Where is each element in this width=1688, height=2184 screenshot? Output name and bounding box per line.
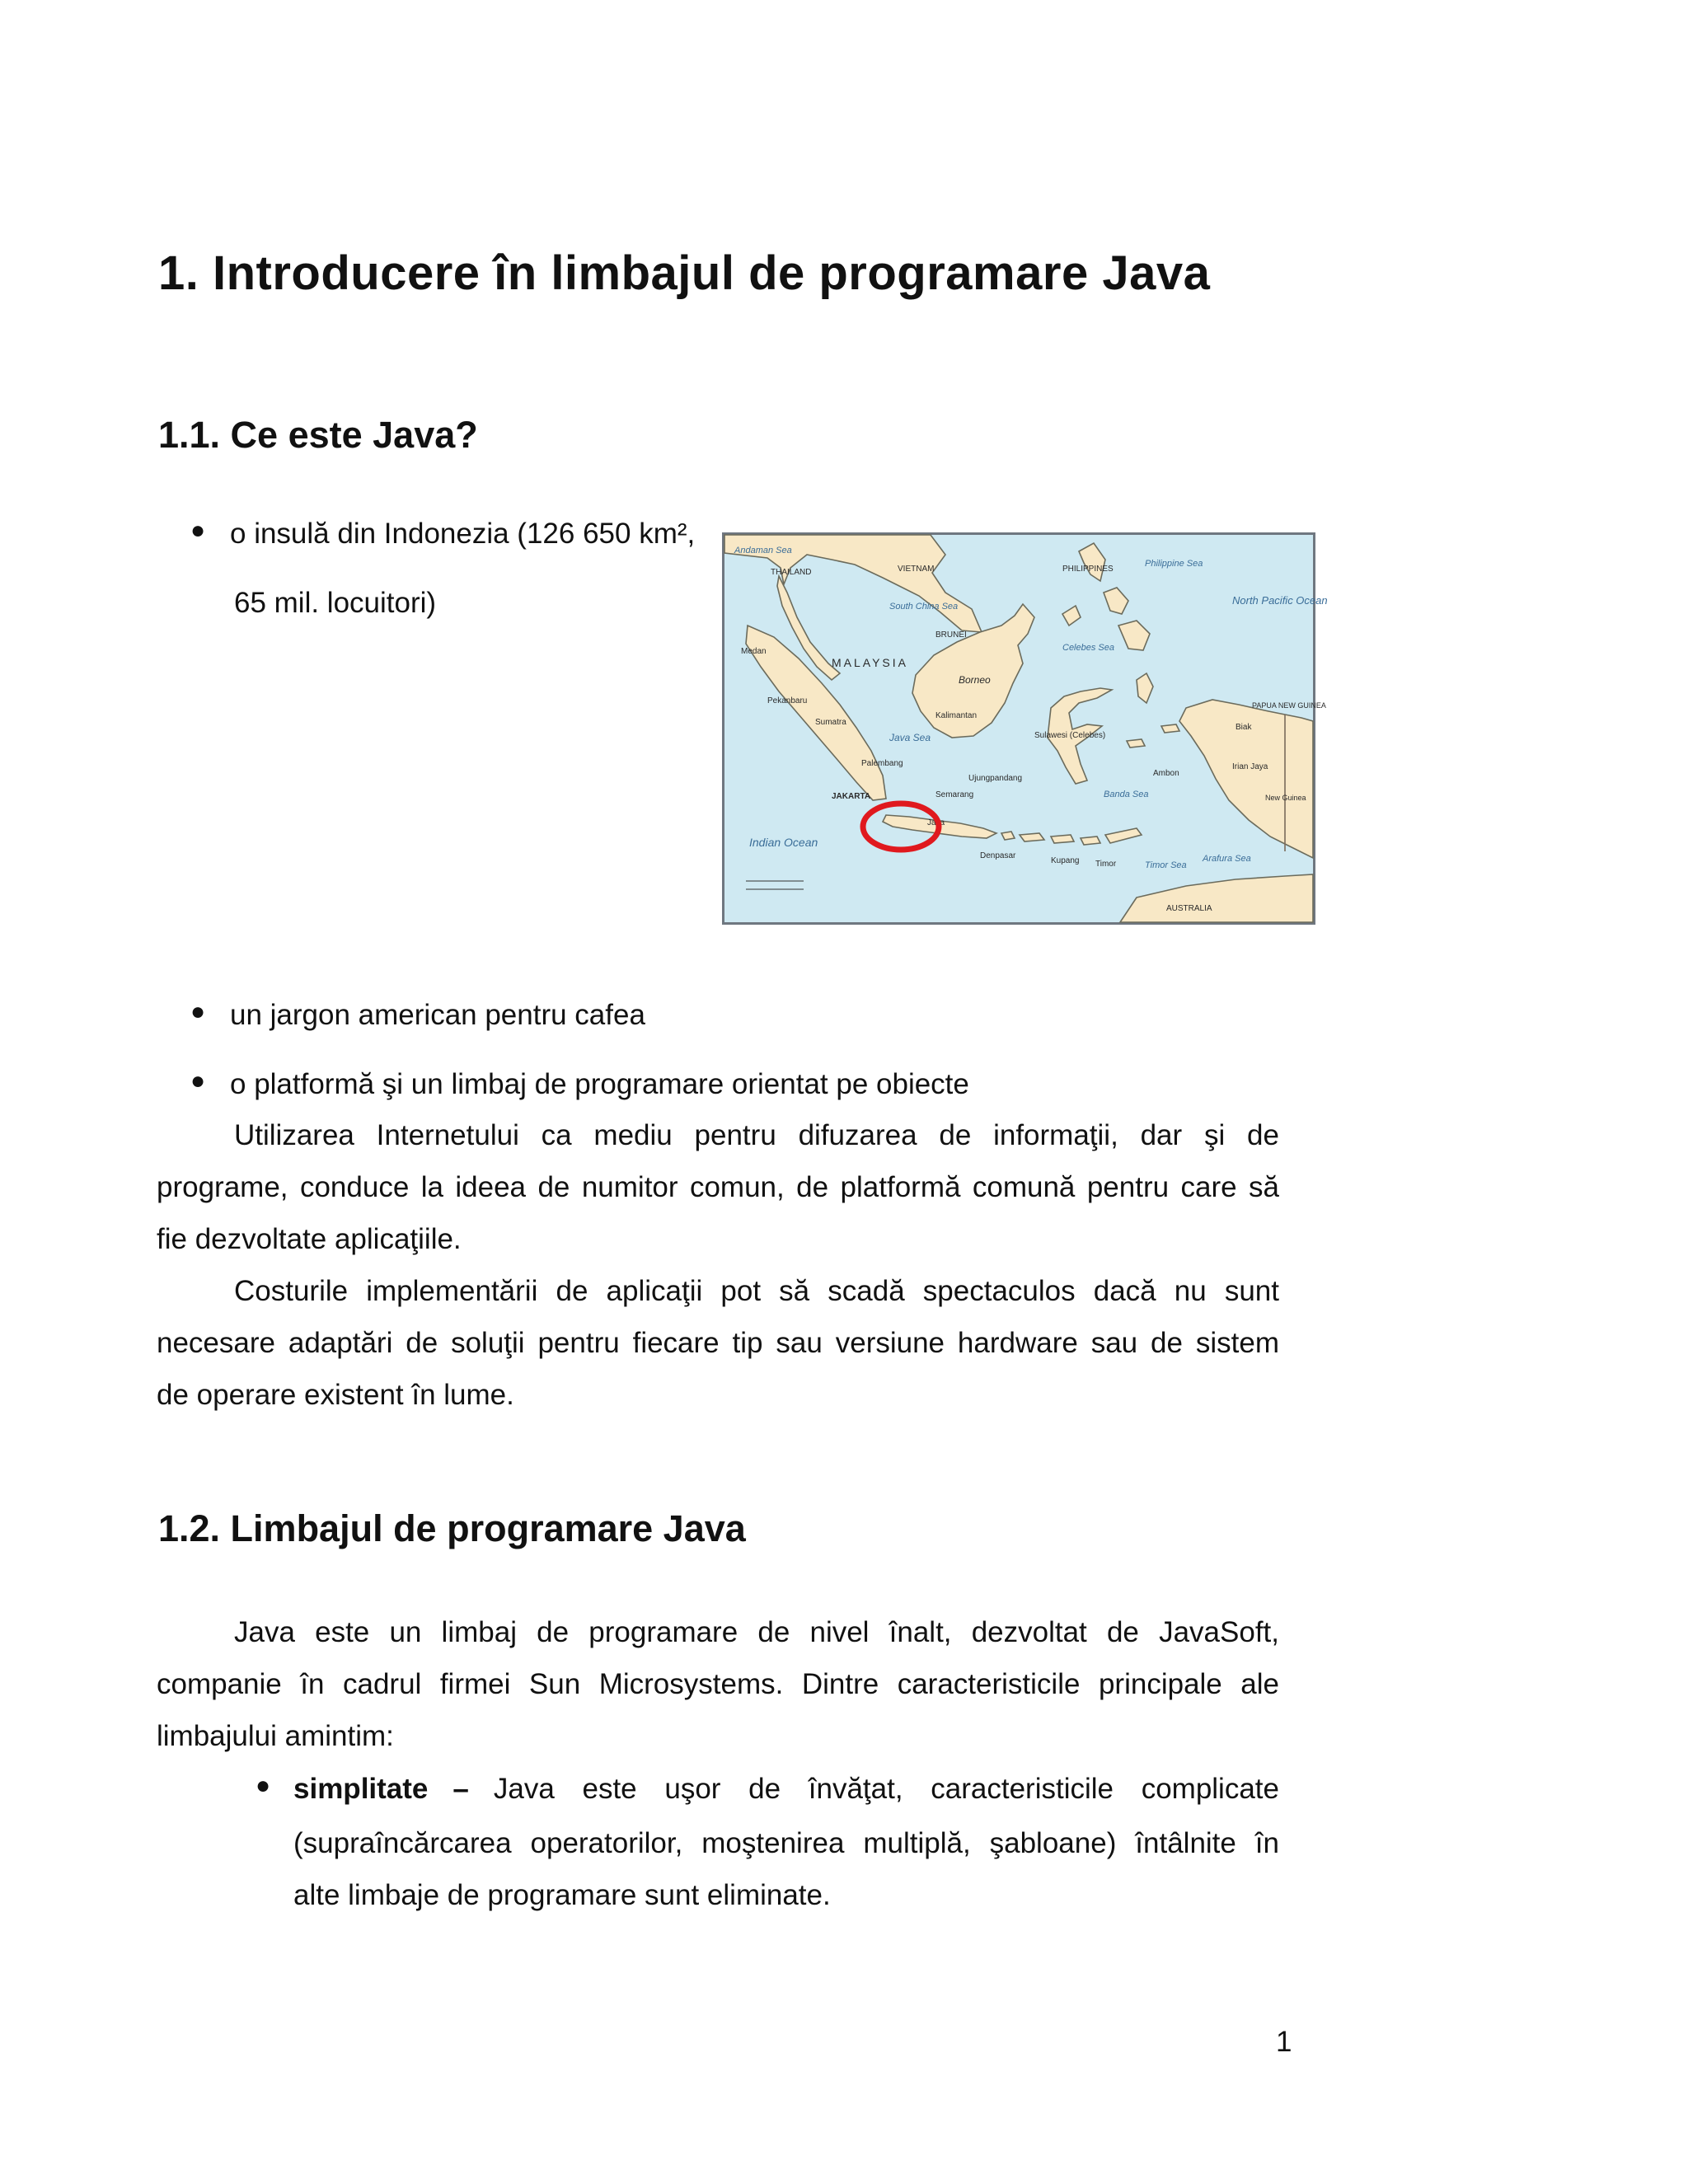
- map-label: Indian Ocean: [749, 836, 818, 849]
- paragraph-line: Costurile implementării de aplicaţii pot să scadă spectaculos dacă nu sunt: [234, 1275, 1279, 1307]
- map-label: Java Sea: [889, 732, 931, 743]
- paragraph-line: de operare existent în lume.: [157, 1379, 514, 1411]
- map-label: Irian Jaya: [1232, 762, 1268, 771]
- map-label: Biak: [1236, 723, 1252, 732]
- simplitate-dash: –: [452, 1773, 469, 1805]
- map-label: PAPUA NEW GUINEA: [1252, 701, 1326, 710]
- map-label: South China Sea: [889, 602, 959, 612]
- paragraph-line: necesare adaptări de soluţii pentru fiecare tip sau versiune hardware sau de sistem: [157, 1327, 1279, 1359]
- map-label: Palembang: [861, 759, 903, 768]
- map-label: JAKARTA: [832, 792, 871, 801]
- simplitate-first-line: [293, 1763, 1279, 1815]
- indonesia-map: [722, 532, 1328, 925]
- paragraph-line: fie dezvoltate aplicaţiile.: [157, 1223, 462, 1255]
- map-label: North Pacific Ocean: [1232, 594, 1328, 607]
- map-label: Ambon: [1153, 769, 1179, 778]
- map-label: Philippine Sea: [1145, 559, 1203, 569]
- section-heading-1-2: 1.2. Limbajul de programare Java: [158, 1507, 746, 1549]
- paragraph-line: alte limbaje de programare sunt eliminate.: [293, 1879, 831, 1911]
- map-label: Kalimantan: [935, 711, 978, 720]
- map-label: BRUNEI: [935, 630, 967, 640]
- map-label: Medan: [741, 647, 767, 656]
- bullet-text-coffee: un jargon american pentru cafea: [230, 999, 645, 1031]
- page-number: 1: [1276, 2026, 1292, 2058]
- map-label: Semarang: [935, 790, 974, 799]
- map-label: Borneo: [959, 674, 991, 686]
- map-label: Banda Sea: [1104, 790, 1149, 799]
- map-label: Kupang: [1051, 856, 1080, 865]
- bullet-text-island: o insulă din Indonezia (126 650 km²,: [230, 518, 696, 550]
- map-label: Pekanbaru: [767, 696, 808, 705]
- map-label: Ujungpandang: [968, 774, 1023, 783]
- map-label: MALAYSIA: [832, 656, 908, 669]
- map-label: THAILAND: [771, 568, 812, 577]
- bullet-text-island-cont: 65 mil. locuitori): [234, 587, 437, 619]
- chapter-heading: 1. Introducere în limbajul de programare Java: [158, 246, 1211, 300]
- section-heading-1-1: 1.1. Ce este Java?: [158, 414, 478, 456]
- map-label: Celebes Sea: [1062, 643, 1114, 653]
- australia-land: [1120, 874, 1313, 922]
- map-label: Denpasar: [980, 851, 1016, 860]
- bullet-icon: ●: [190, 998, 206, 1025]
- paragraph-line: (supraîncărcarea operatorilor, moştenirea multiplă, şabloane) întâlnite în: [293, 1827, 1279, 1859]
- map-label: AUSTRALIA: [1166, 904, 1212, 913]
- map-label: Java: [927, 818, 945, 827]
- paragraph-line: limbajului amintim:: [157, 1720, 394, 1752]
- map-label: Sumatra: [815, 718, 846, 727]
- bullet-icon: ●: [190, 517, 206, 544]
- simplitate-text: Java este uşor de învăţat, caracteristicile complicate: [493, 1773, 1279, 1805]
- map-label: VIETNAM: [898, 565, 935, 574]
- map-label: Sulawesi (Celebes): [1034, 731, 1106, 740]
- map-label: New Guinea: [1265, 794, 1306, 802]
- map-label: Andaman Sea: [734, 546, 792, 555]
- scale-bar: [746, 881, 804, 889]
- paragraph-line: companie în cadrul firmei Sun Microsystems. Dintre caracteristicile principale ale: [157, 1668, 1279, 1700]
- simplitate-term: simplitate: [293, 1773, 429, 1805]
- bullet-text-platform: o platformă şi un limbaj de programare orientat pe obiecte: [230, 1068, 969, 1100]
- map-label: Timor: [1095, 860, 1117, 869]
- bullet-icon: ●: [256, 1772, 271, 1799]
- paragraph-line: Utilizarea Internetului ca mediu pentru difuzarea de informaţii, dar şi de: [234, 1119, 1279, 1151]
- map-label: Arafura Sea: [1203, 854, 1251, 864]
- paragraph-line: programe, conduce la ideea de numitor comun, de platformă comună pentru care să: [157, 1171, 1279, 1203]
- map-label: PHILIPPINES: [1062, 565, 1114, 574]
- paragraph-line: Java este un limbaj de programare de nivel înalt, dezvoltat de JavaSoft,: [234, 1616, 1279, 1648]
- bullet-icon: ●: [190, 1067, 206, 1094]
- map-label: Timor Sea: [1145, 860, 1187, 870]
